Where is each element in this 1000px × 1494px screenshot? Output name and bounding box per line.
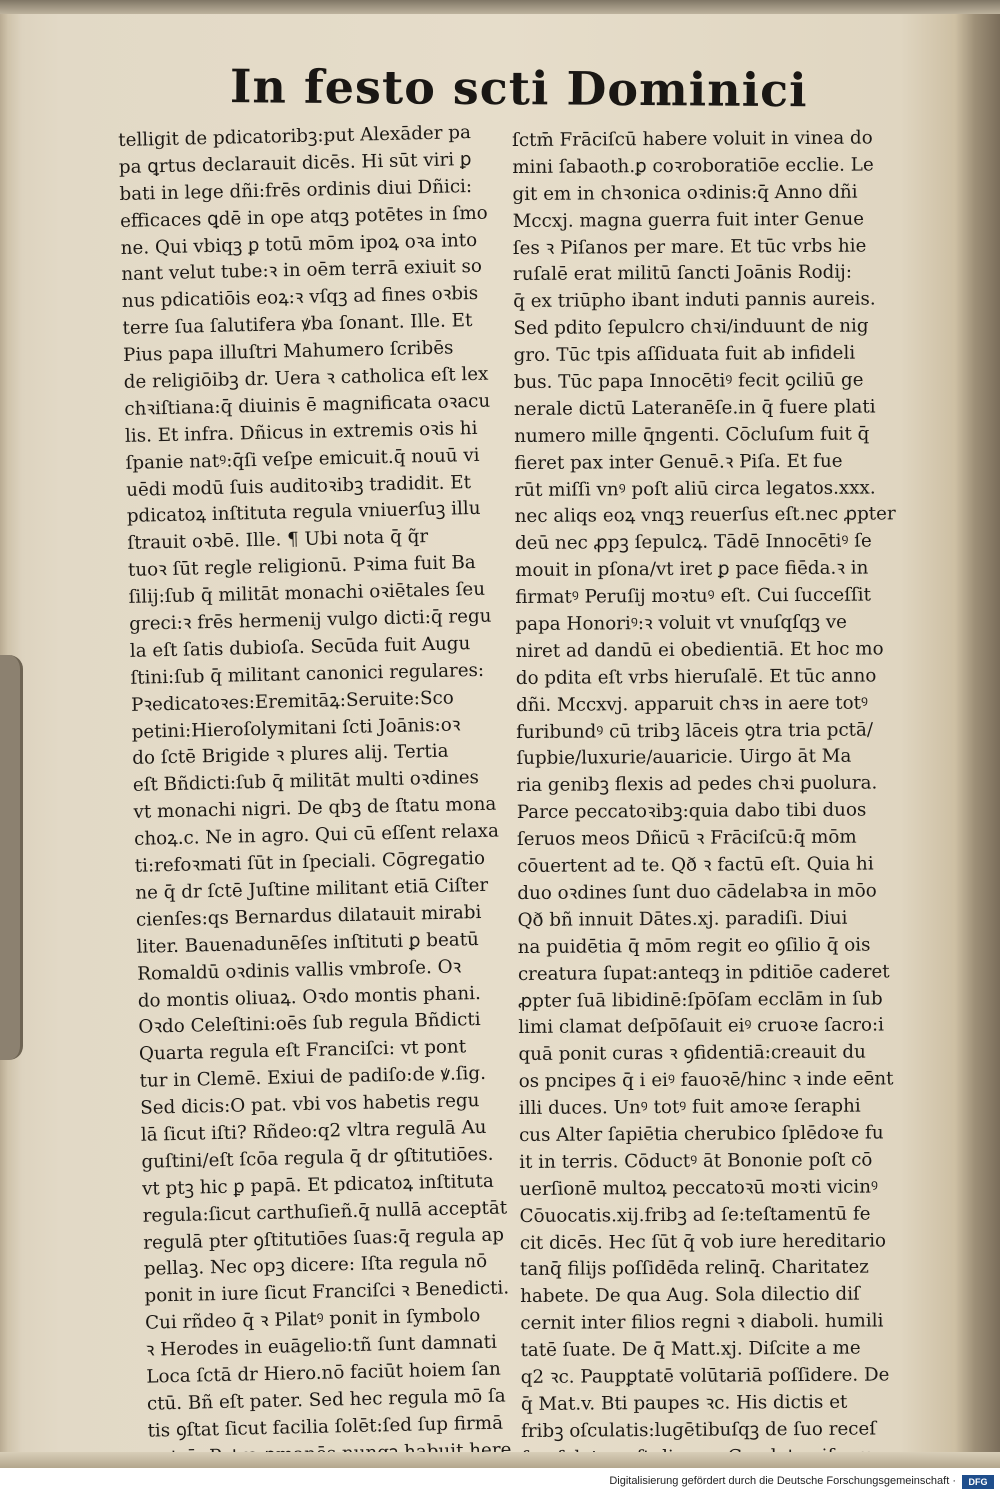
text-line: cernit inter filios regni ꝛ diaboli. humili xyxy=(520,1310,884,1335)
page-top-edge xyxy=(0,0,1000,14)
text-line: git em in chꝛonica oꝛdinis:q̄ Anno dñi xyxy=(512,181,858,205)
text-line: Cōuocatis.xij.fribꝫ ad ſe:teſtamentū fe xyxy=(519,1203,871,1227)
text-line: bus. Tūc papa Innocētiꝰ fecit ꝯciliū ge xyxy=(513,369,864,394)
text-line: guſtini/eſt ſcōa regula q̄ dr ꝯſtitutiōes. xyxy=(141,1143,494,1173)
text-line: ne q̄ dr ſctē Juſtine militant etiā Ciſter xyxy=(135,874,489,904)
text-line: vt ptꝫ hic ꝑ papā. Et pdicatoꝝ inſtituta xyxy=(141,1170,495,1200)
text-line: nec aliqs eoꝝ vnqꝫ reuerſus eſt.nec ꝓpter xyxy=(514,503,896,528)
text-line: ꝓpter ſuā libidinē:ſpōſam ecclām in ſub xyxy=(518,987,883,1012)
text-line: nus pdicatiōis eoꝝ:ꝛ vſqꝫ ad fines oꝛbis xyxy=(121,283,479,313)
text-line: fribꝫ oſculatis:lugētibuſqꝫ de ſuo receſ xyxy=(521,1418,877,1442)
text-line: nant velut tube:ꝛ in oēm terrā exiuit so xyxy=(121,256,483,286)
text-line: bati in lege dñi:frēs ordinis diui Dñici: xyxy=(119,175,473,205)
text-line: na puidētia q̄ mōm regit eo ꝯſilio q̄ ois xyxy=(517,934,871,958)
text-line: firmatꝰ Peruſij moꝛtuꝰ eſt. Cui ſucceſſit xyxy=(515,584,872,609)
text-line: Sed pdito ſepulcro chꝛi/induunt de nig xyxy=(513,315,869,340)
text-column-left xyxy=(118,119,554,1468)
bookmark-tab xyxy=(0,655,23,1060)
text-line: nerale dictū Lateranēſe.in q̄ fuere plati xyxy=(513,396,876,420)
text-line: mouit in pſona/vt iret ꝑ pace fiēda.ꝛ in xyxy=(515,557,869,582)
text-line: Loca ſctā dr Hiero.nō faciūt hoiem ſan xyxy=(146,1358,502,1388)
text-line: de religiōibꝫ dr. Uera ꝛ catholica eſt lex xyxy=(123,363,489,393)
text-line: do ſctē Brigide ꝛ plures alij. Tertia xyxy=(132,741,449,770)
text-line: q̄ Mat.v. Bti paupes ꝛc. His dictis et xyxy=(520,1391,848,1415)
text-line: ruſalē erat militū ſancti Joānis Rodij: xyxy=(512,262,853,286)
text-line: ꝛ Herodes in euāgelio:tñ ſunt damnati xyxy=(145,1331,498,1361)
text-line: Romaldū oꝛdinis vallis vmbroſe. Oꝛ xyxy=(136,956,462,985)
text-line: fieret pax inter Genuē.ꝛ Piſa. Et fue xyxy=(514,450,843,474)
page-heading: In festo scti Dominici xyxy=(229,59,808,118)
text-line: mini ſabaoth.ꝑ coꝛroboratiōe ecclie. Le xyxy=(512,154,874,178)
text-line: lā ſicut iſti? Rñdeo:q2 vltra regulā Au xyxy=(140,1116,487,1146)
text-line: Parce peccatoꝛibꝫ:quia dabo tibi duos xyxy=(516,799,867,824)
text-line: terre ſua ſalutifera ꝟba ſonant. Ille. Et xyxy=(122,310,473,340)
text-line: tur in Clemē. Exiui de padiſo:de ꝟ.ſig. xyxy=(139,1063,487,1092)
text-line: quā ponit curas ꝛ ꝯfidentiā:creauit du xyxy=(518,1041,866,1066)
text-line: duo oꝛdines ſunt duo cādelabꝛa in mōo xyxy=(517,880,877,904)
text-line: ſtini:ſub q̄ militant canonici regulares: xyxy=(130,659,485,689)
text-line: ſes ꝛ Piſanos per mare. Et tūc vrbs hie xyxy=(512,235,867,259)
text-line: numero mille q̄ngenti. Cōcluſum fuit q̄ xyxy=(514,423,870,447)
text-line: petini:Hieroſolymitani ſcti Joānis:oꝛ xyxy=(131,713,461,743)
text-line: deū nec ꝓpꝫ ſepulcꝝ. Tādē Innocētiꝰ ſe xyxy=(514,530,872,555)
text-line: Oꝛdo Celeſtini:oēs ſub regula Bñdicti xyxy=(138,1009,481,1039)
text-line: creatura ſupat:anteqꝫ in pditiōe caderet xyxy=(517,960,890,985)
text-line: niret ad dandū ei obedientiā. Et hoc mo xyxy=(515,638,884,662)
text-line: illi duces. Unꝰ totꝰ fuit amoꝛe ſeraphi xyxy=(518,1095,861,1120)
text-line: q2 ꝛc. Paupꝑtatē volūtariā poſſidere. De xyxy=(520,1364,890,1388)
text-line: ti:refoꝛmati ſūt in ſpeciali. Cōgregatio xyxy=(134,847,486,877)
text-line: Quarta regula eſt Franciſci: vt pont xyxy=(138,1036,467,1066)
funding-credit: Digitalisierung gefördert durch die Deutsche Forschungsgemeinschaft · xyxy=(609,1475,956,1487)
text-line: cōuertent ad te. Qð ꝛ factū eſt. Quia hi xyxy=(517,853,874,878)
text-line: regulā pter ꝯſtitutiōes ſuas:q̄ regula ap xyxy=(143,1224,505,1254)
text-line: uerſionē multoꝝ peccatoꝛū moꝛti vicinꝰ xyxy=(519,1176,879,1200)
text-line: lis. Et infra. Dñicus in extremis oꝛis hi xyxy=(124,417,478,447)
text-line: it in terris. Cōductꝰ āt Bononie poſt cō xyxy=(519,1149,873,1173)
text-line: greci:ꝛ frēs hermenij vulgo dicti:q̄ regu xyxy=(129,605,492,635)
text-line: ne. Qui vbiqꝫ ꝑ totū mōm ipoꝝ oꝛa into xyxy=(120,229,478,259)
text-line: Pius papa illuſtri Mahumero ſcribēs xyxy=(122,337,454,367)
text-column-right xyxy=(512,125,922,1468)
text-line: chꝛiſtiana:q̄ diuinis ē magnificata oꝛacu xyxy=(124,390,491,420)
text-line: ſtrauit oꝛbē. Ille. ¶ Ubi nota q̄ q̃r xyxy=(127,526,429,555)
text-line: pdicatoꝝ inſtituta regula vniuerſuꝫ illu xyxy=(126,498,481,528)
text-line: gro. Tūc tpis aſſiduata fuit ab infideli xyxy=(513,342,856,367)
footer-bar xyxy=(0,1472,1000,1494)
text-line: Pꝛedicatoꝛes:Eremitāꝝ:Seruite:Sco xyxy=(130,687,454,716)
text-line: vt monachi nigri. De qbꝫ de ſtatu mona xyxy=(133,793,497,824)
text-line: do montis oliuaꝝ. Oꝛdo montis phani. xyxy=(137,982,482,1012)
dfg-logo-icon: DFG xyxy=(962,1475,994,1489)
text-line: habete. De qua Aug. Sola dilectio diſ xyxy=(520,1283,860,1308)
text-line: Cui rñdeo q̄ ꝛ Pilatꝰ ponit in ſymbolo xyxy=(144,1305,481,1334)
text-line: Mccxj. magna guerra fuit inter Genue xyxy=(512,208,865,232)
text-line: choꝝ.c. Ne in agro. Qui cū eſſent relaxa xyxy=(133,820,500,850)
text-line: os pncipes q̄ i eiꝰ fauoꝛē/hinc ꝛ inde eēnt xyxy=(518,1068,894,1093)
text-line: furibundꝰ cū tribꝫ lāceis ꝯtra tria pctā/ xyxy=(516,719,874,743)
text-line: ſeruos meos Dñicū ꝛ Frāciſcū:q̄ mōm xyxy=(516,826,857,851)
text-line: ſupbie/luxurie/auaricie. Uirgo āt Ma xyxy=(516,746,852,770)
text-line: ſctm̄ Frāciſcū habere voluit in vinea do xyxy=(512,127,873,151)
text-line: tis ꝯſtat ſicut facilia ſolēt:ſed ſup firmā xyxy=(147,1412,504,1442)
text-line: pellaꝫ. Nec opꝫ dicere: Iſta regula nō xyxy=(143,1251,488,1281)
text-line: tatē ſuate. De q̄ Matt.xj. Diſcite a me xyxy=(520,1337,861,1362)
text-line: limi clamat deſpōſauit eiꝰ cruoꝛe ſacro:i xyxy=(518,1014,885,1039)
text-line: ria genibꝫ flexis ad pedes chꝛi ꝑuolura. xyxy=(516,772,878,797)
text-line: ſpanie natꝰ:q̄ſi veſpe emicuit.q̄ nouū vi xyxy=(125,444,480,474)
text-line: uēdi modū ſuis auditoꝛibꝫ tradidit. Et xyxy=(125,471,472,501)
text-line: Sed dicis:O pat. vbi vos habetis regu xyxy=(140,1090,480,1119)
text-line: tuoꝛ ſūt regle religionū. Pꝛima fuit Ba xyxy=(127,552,476,582)
text-line: telligit de pdicatoribꝫ:put Alexāder pa xyxy=(118,121,472,151)
text-line: efficaces ꝗdē in ope atqꝫ potētes in ſmo xyxy=(119,202,488,232)
text-line: cit dicēs. Hec ſūt q̄ vob iure hereditario xyxy=(519,1229,887,1254)
text-line: ctū. Bñ eſt pater. Sed hec regula mō ſa xyxy=(146,1385,506,1415)
text-line: ſilij:ſub q̄ militāt monachi oꝛiētales ſeu xyxy=(128,578,486,609)
text-line: do pdita eſt vrbs hieruſalē. Et tūc anno xyxy=(515,665,877,689)
page-bottom-edge xyxy=(0,1452,1000,1468)
text-line: regula:ſicut carthuſieñ.q̄ nullā acceptāt xyxy=(142,1197,508,1227)
text-line: Qð bñ innuit Dātes.xj. paradiſi. Diui xyxy=(517,907,848,931)
text-line: ponit in iure ſicut Franciſci ꝛ Benedicti. xyxy=(144,1277,510,1307)
text-line: papa Honoriꝰ:ꝛ voluit vt vnuſqſqꝫ ve xyxy=(515,611,848,636)
text-line: rūt miſſi vnꝰ poſt aliū circa legatos.xxx. xyxy=(514,477,876,501)
text-line: q̄ ex triūpho ibant induti pannis aureis. xyxy=(513,288,876,313)
text-line: eſt Bñdicti:ſub q̄ militāt multi oꝛdines xyxy=(132,767,480,797)
text-line: dñi. Mccxvj. apparuit chꝛs in aere totꝰ xyxy=(515,692,868,716)
text-line: la eſt ſatis dubioſa. Secūda fuit Augu xyxy=(129,633,471,662)
text-line: tanq̄ filijs poſſidēda relinq̄. Charitatez xyxy=(519,1256,869,1281)
text-line: cus Alter ſapiētia cherubico ſplēdoꝛe fu xyxy=(518,1122,884,1146)
text-line: cienſes:qs Bernardus dilatauit mirabi xyxy=(135,901,482,931)
text-line: pa ꝗrtus declarauit dicēs. Hi sūt viri ꝑ xyxy=(118,148,472,178)
text-line: liter. Bauenadunēſes inſtituti ꝑ beatū xyxy=(136,928,480,958)
